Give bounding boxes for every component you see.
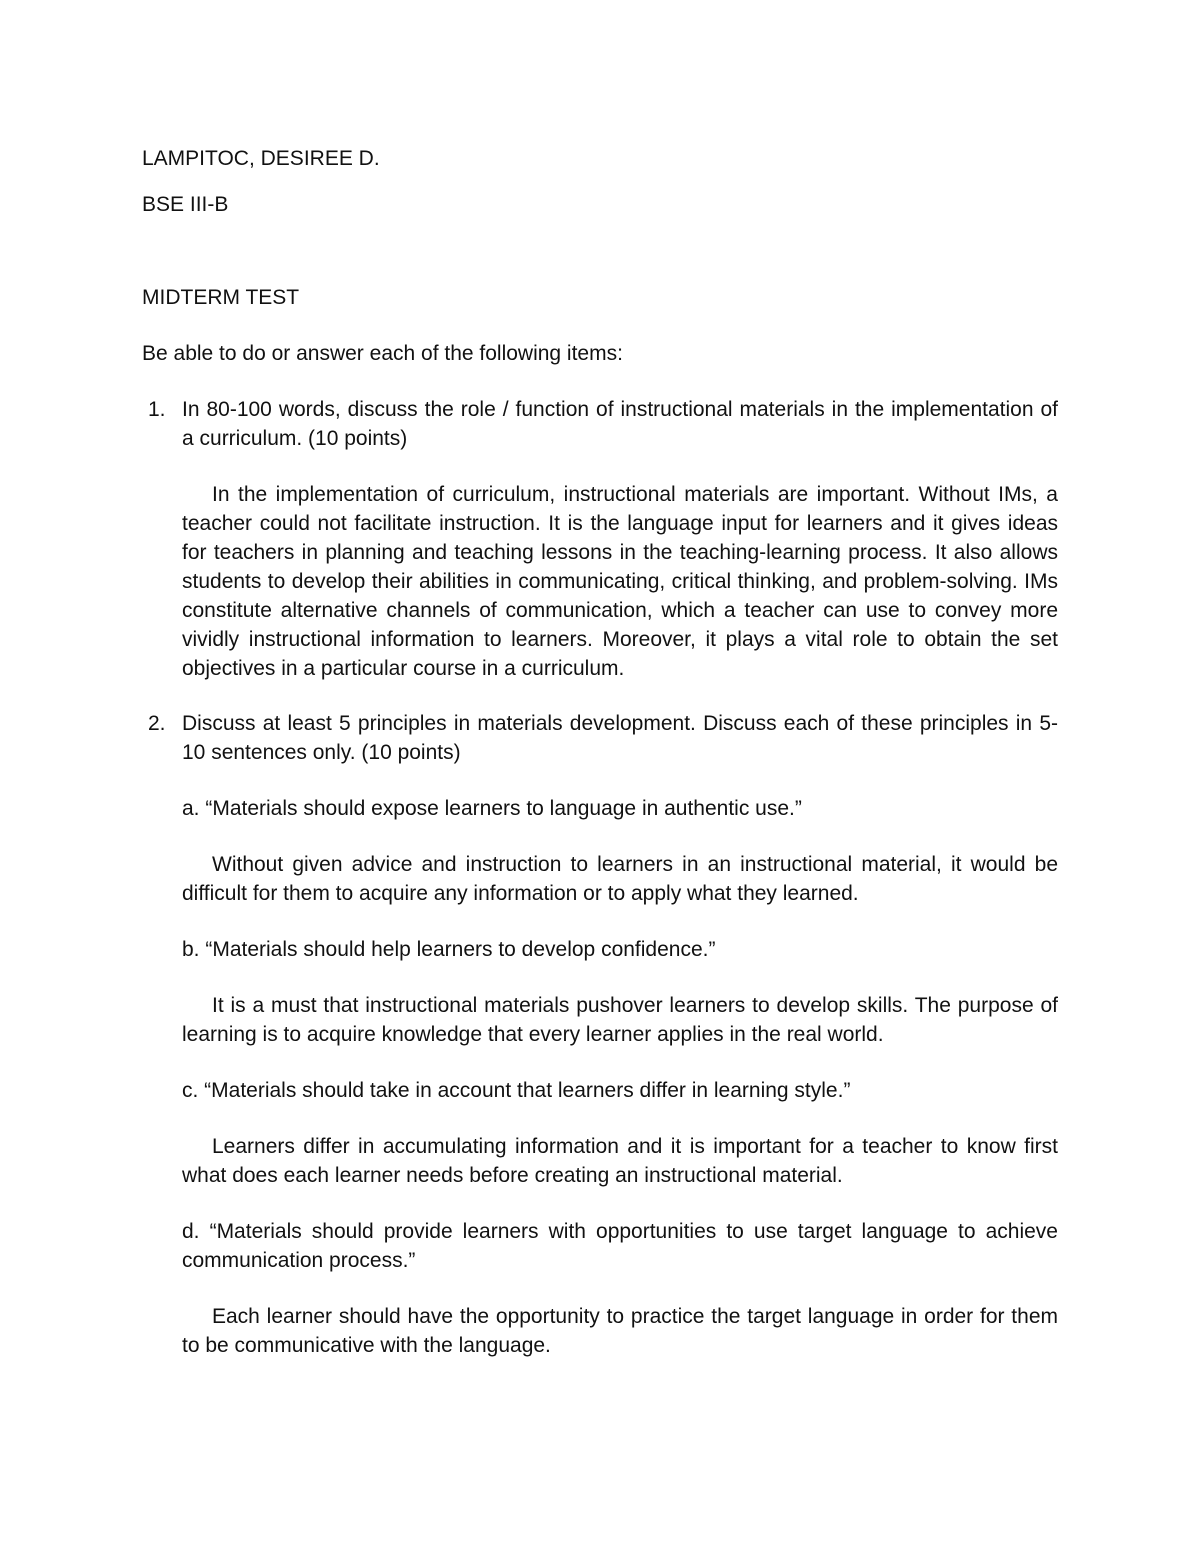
item-number: 2. [148, 712, 166, 735]
principle-heading: c. “Materials should take in account that learners differ in learning style.” [182, 1079, 851, 1102]
test-title: MIDTERM TEST [142, 286, 300, 309]
item-question: In 80-100 words, discuss the role / function of instructional materials in the implementation of a curriculum. (10 points) [182, 398, 1058, 450]
principle-discussion: Learners differ in accumulating information and it is important for a teacher to know first what does each learner needs before creating an instructional material. [182, 1135, 1058, 1187]
principle-discussion: Without given advice and instruction to learners in an instructional material, it would be difficult for them to acquire any information or to apply what they learned. [182, 853, 1058, 905]
student-name: LAMPITOC, DESIREE D. [142, 147, 380, 170]
principle-discussion: It is a must that instructional materials pushover learners to develop skills. The purpose of learning is to acquire knowledge that every learner applies in the real world. [182, 994, 1058, 1046]
test-instructions: Be able to do or answer each of the following items: [142, 342, 623, 365]
item-answer: In the implementation of curriculum, instructional materials are important. Without IMs, a teacher could not facilitate instruction. It is the language input for learners and it gives ideas for teachers in planning and teaching lessons in the teaching-learning process. It also allows students to develop their abilities in communicating, critical thinking, and problem-solving. IMs constitute alternative channels of communication, which a teacher can use to convey more vividly instructional information to learners. Moreover, it plays a vital role to obtain the set objectives in a particular course in a curriculum. [182, 483, 1058, 680]
principle-heading: d. “Materials should provide learners with opportunities to use target language to achieve communication process.” [182, 1220, 1058, 1272]
item-number: 1. [148, 398, 166, 421]
principle-heading: a. “Materials should expose learners to language in authentic use.” [182, 797, 802, 820]
principle-discussion: Each learner should have the opportunity to practice the target language in order for them to be communicative with the language. [182, 1305, 1058, 1357]
item-question: Discuss at least 5 principles in materials development. Discuss each of these principles in 5-10 sentences only. (10 points) [182, 712, 1058, 764]
principle-heading: b. “Materials should help learners to develop confidence.” [182, 938, 716, 961]
student-section: BSE III-B [142, 193, 229, 216]
